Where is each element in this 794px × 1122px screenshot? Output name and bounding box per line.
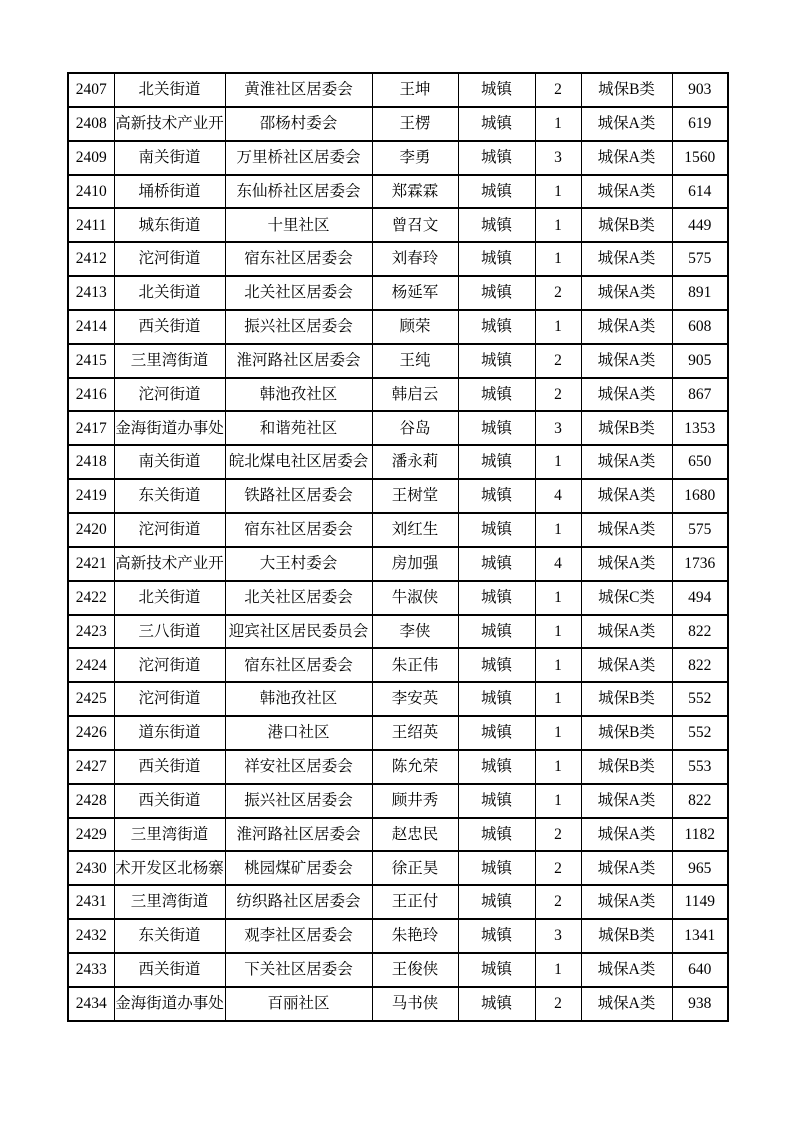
cell-person-count: 2 [535, 885, 581, 919]
cell-insurance-category: 城保B类 [581, 73, 672, 107]
cell-insurance-category: 城保A类 [581, 784, 672, 818]
cell-amount: 575 [672, 242, 728, 276]
cell-person-name: 王坤 [372, 73, 458, 107]
cell-street-office: 高新技术产业开 [114, 547, 225, 581]
cell-person-count: 1 [535, 107, 581, 141]
cell-household-type: 城镇 [458, 73, 535, 107]
cell-street-office: 西关街道 [114, 750, 225, 784]
cell-serial-number: 2429 [68, 818, 114, 852]
cell-community: 宿东社区居委会 [225, 242, 372, 276]
cell-household-type: 城镇 [458, 242, 535, 276]
cell-community: 黄淮社区居委会 [225, 73, 372, 107]
cell-community: 邵杨村委会 [225, 107, 372, 141]
cell-serial-number: 2431 [68, 885, 114, 919]
cell-person-name: 曾召文 [372, 208, 458, 242]
cell-serial-number: 2424 [68, 648, 114, 682]
cell-amount: 1680 [672, 479, 728, 513]
cell-street-office: 南关街道 [114, 141, 225, 175]
cell-amount: 608 [672, 310, 728, 344]
cell-street-office: 术开发区北杨寨 [114, 851, 225, 885]
table-row [68, 242, 728, 276]
cell-person-count: 1 [535, 445, 581, 479]
cell-street-office: 埇桥街道 [114, 175, 225, 209]
cell-serial-number: 2407 [68, 73, 114, 107]
cell-community: 振兴社区居委会 [225, 310, 372, 344]
table-row [68, 987, 728, 1021]
table-row [68, 919, 728, 953]
cell-amount: 822 [672, 648, 728, 682]
cell-insurance-category: 城保A类 [581, 648, 672, 682]
cell-serial-number: 2415 [68, 344, 114, 378]
cell-amount: 905 [672, 344, 728, 378]
cell-person-count: 1 [535, 310, 581, 344]
cell-amount: 1736 [672, 547, 728, 581]
cell-street-office: 沱河街道 [114, 242, 225, 276]
cell-household-type: 城镇 [458, 513, 535, 547]
cell-person-count: 3 [535, 919, 581, 953]
cell-household-type: 城镇 [458, 547, 535, 581]
cell-household-type: 城镇 [458, 682, 535, 716]
cell-person-name: 韩启云 [372, 378, 458, 412]
table-row [68, 208, 728, 242]
cell-street-office: 三里湾街道 [114, 885, 225, 919]
cell-amount: 575 [672, 513, 728, 547]
table-row [68, 175, 728, 209]
cell-serial-number: 2409 [68, 141, 114, 175]
cell-amount: 1182 [672, 818, 728, 852]
cell-community: 下关社区居委会 [225, 953, 372, 987]
cell-community: 和谐苑社区 [225, 411, 372, 445]
cell-person-name: 王树堂 [372, 479, 458, 513]
cell-amount: 619 [672, 107, 728, 141]
cell-community: 皖北煤电社区居委会 [225, 445, 372, 479]
cell-household-type: 城镇 [458, 784, 535, 818]
cell-household-type: 城镇 [458, 479, 535, 513]
cell-household-type: 城镇 [458, 378, 535, 412]
cell-amount: 553 [672, 750, 728, 784]
cell-community: 纺织路社区居委会 [225, 885, 372, 919]
cell-person-count: 1 [535, 208, 581, 242]
cell-insurance-category: 城保A类 [581, 310, 672, 344]
table-row [68, 581, 728, 615]
cell-street-office: 金海街道办事处 [114, 411, 225, 445]
cell-household-type: 城镇 [458, 615, 535, 649]
cell-person-name: 陈允荣 [372, 750, 458, 784]
cell-community: 宿东社区居委会 [225, 513, 372, 547]
cell-street-office: 道东街道 [114, 716, 225, 750]
cell-amount: 640 [672, 953, 728, 987]
cell-amount: 822 [672, 784, 728, 818]
cell-street-office: 南关街道 [114, 445, 225, 479]
cell-household-type: 城镇 [458, 445, 535, 479]
cell-community: 北关社区居委会 [225, 276, 372, 310]
table-row [68, 411, 728, 445]
cell-community: 桃园煤矿居委会 [225, 851, 372, 885]
cell-street-office: 东关街道 [114, 479, 225, 513]
cell-street-office: 东关街道 [114, 919, 225, 953]
cell-person-count: 4 [535, 479, 581, 513]
cell-amount: 891 [672, 276, 728, 310]
cell-person-name: 朱正伟 [372, 648, 458, 682]
cell-community: 十里社区 [225, 208, 372, 242]
benefit-table-body [68, 73, 728, 1021]
cell-amount: 867 [672, 378, 728, 412]
cell-amount: 449 [672, 208, 728, 242]
cell-street-office: 西关街道 [114, 310, 225, 344]
cell-person-name: 王俊侠 [372, 953, 458, 987]
cell-insurance-category: 城保B类 [581, 682, 672, 716]
table-row [68, 378, 728, 412]
cell-amount: 903 [672, 73, 728, 107]
cell-insurance-category: 城保A类 [581, 107, 672, 141]
cell-street-office: 北关街道 [114, 73, 225, 107]
cell-insurance-category: 城保A类 [581, 141, 672, 175]
table-row [68, 818, 728, 852]
table-row [68, 750, 728, 784]
cell-household-type: 城镇 [458, 276, 535, 310]
cell-amount: 614 [672, 175, 728, 209]
table-row [68, 784, 728, 818]
cell-person-name: 李勇 [372, 141, 458, 175]
cell-community: 迎宾社区居民委员会 [225, 615, 372, 649]
cell-community: 振兴社区居委会 [225, 784, 372, 818]
cell-person-count: 3 [535, 411, 581, 445]
cell-person-name: 王楞 [372, 107, 458, 141]
table-row [68, 107, 728, 141]
cell-person-count: 2 [535, 276, 581, 310]
cell-person-count: 1 [535, 175, 581, 209]
cell-person-name: 谷岛 [372, 411, 458, 445]
cell-serial-number: 2426 [68, 716, 114, 750]
cell-insurance-category: 城保B类 [581, 411, 672, 445]
cell-insurance-category: 城保B类 [581, 208, 672, 242]
cell-insurance-category: 城保A类 [581, 818, 672, 852]
benefit-table [67, 72, 729, 1022]
cell-household-type: 城镇 [458, 107, 535, 141]
cell-amount: 650 [672, 445, 728, 479]
cell-insurance-category: 城保A类 [581, 615, 672, 649]
cell-person-count: 1 [535, 648, 581, 682]
cell-person-name: 杨延军 [372, 276, 458, 310]
table-row [68, 615, 728, 649]
cell-community: 万里桥社区居委会 [225, 141, 372, 175]
cell-street-office: 三里湾街道 [114, 818, 225, 852]
cell-person-count: 2 [535, 818, 581, 852]
cell-serial-number: 2425 [68, 682, 114, 716]
cell-serial-number: 2414 [68, 310, 114, 344]
table-row [68, 953, 728, 987]
cell-street-office: 高新技术产业开 [114, 107, 225, 141]
cell-insurance-category: 城保A类 [581, 242, 672, 276]
table-row [68, 344, 728, 378]
cell-person-name: 顾井秀 [372, 784, 458, 818]
table-row [68, 851, 728, 885]
cell-insurance-category: 城保B类 [581, 716, 672, 750]
cell-household-type: 城镇 [458, 953, 535, 987]
cell-insurance-category: 城保C类 [581, 581, 672, 615]
cell-household-type: 城镇 [458, 648, 535, 682]
cell-person-count: 2 [535, 344, 581, 378]
cell-street-office: 沱河街道 [114, 648, 225, 682]
cell-serial-number: 2430 [68, 851, 114, 885]
cell-amount: 552 [672, 682, 728, 716]
cell-community: 东仙桥社区居委会 [225, 175, 372, 209]
cell-person-name: 李侠 [372, 615, 458, 649]
cell-insurance-category: 城保A类 [581, 445, 672, 479]
cell-person-name: 王绍英 [372, 716, 458, 750]
cell-serial-number: 2434 [68, 987, 114, 1021]
cell-street-office: 沱河街道 [114, 682, 225, 716]
cell-person-name: 刘春玲 [372, 242, 458, 276]
cell-person-count: 2 [535, 987, 581, 1021]
table-sheet [67, 72, 729, 1022]
cell-household-type: 城镇 [458, 750, 535, 784]
table-row [68, 479, 728, 513]
cell-serial-number: 2422 [68, 581, 114, 615]
cell-person-count: 1 [535, 784, 581, 818]
cell-amount: 494 [672, 581, 728, 615]
cell-person-count: 4 [535, 547, 581, 581]
cell-serial-number: 2433 [68, 953, 114, 987]
cell-amount: 1560 [672, 141, 728, 175]
cell-household-type: 城镇 [458, 987, 535, 1021]
cell-amount: 822 [672, 615, 728, 649]
cell-amount: 552 [672, 716, 728, 750]
cell-person-count: 1 [535, 750, 581, 784]
cell-serial-number: 2418 [68, 445, 114, 479]
cell-household-type: 城镇 [458, 581, 535, 615]
cell-community: 港口社区 [225, 716, 372, 750]
cell-insurance-category: 城保A类 [581, 987, 672, 1021]
cell-person-name: 马书侠 [372, 987, 458, 1021]
cell-household-type: 城镇 [458, 885, 535, 919]
cell-street-office: 北关街道 [114, 276, 225, 310]
table-row [68, 141, 728, 175]
cell-street-office: 北关街道 [114, 581, 225, 615]
table-row [68, 716, 728, 750]
cell-serial-number: 2411 [68, 208, 114, 242]
cell-person-count: 2 [535, 73, 581, 107]
cell-amount: 1353 [672, 411, 728, 445]
cell-person-name: 徐正昊 [372, 851, 458, 885]
cell-person-count: 1 [535, 513, 581, 547]
cell-serial-number: 2432 [68, 919, 114, 953]
table-row [68, 885, 728, 919]
cell-street-office: 沱河街道 [114, 513, 225, 547]
cell-person-count: 2 [535, 851, 581, 885]
cell-serial-number: 2421 [68, 547, 114, 581]
cell-household-type: 城镇 [458, 818, 535, 852]
table-row [68, 310, 728, 344]
cell-serial-number: 2419 [68, 479, 114, 513]
cell-insurance-category: 城保A类 [581, 547, 672, 581]
cell-insurance-category: 城保B类 [581, 919, 672, 953]
cell-household-type: 城镇 [458, 208, 535, 242]
cell-community: 百丽社区 [225, 987, 372, 1021]
cell-community: 祥安社区居委会 [225, 750, 372, 784]
cell-household-type: 城镇 [458, 411, 535, 445]
cell-serial-number: 2408 [68, 107, 114, 141]
cell-person-count: 2 [535, 378, 581, 412]
cell-insurance-category: 城保A类 [581, 479, 672, 513]
cell-person-name: 潘永莉 [372, 445, 458, 479]
cell-insurance-category: 城保B类 [581, 750, 672, 784]
cell-person-name: 李安英 [372, 682, 458, 716]
cell-insurance-category: 城保A类 [581, 953, 672, 987]
cell-serial-number: 2423 [68, 615, 114, 649]
cell-community: 淮河路社区居委会 [225, 818, 372, 852]
cell-community: 铁路社区居委会 [225, 479, 372, 513]
cell-person-name: 刘红生 [372, 513, 458, 547]
cell-person-name: 王正付 [372, 885, 458, 919]
cell-person-count: 1 [535, 716, 581, 750]
cell-insurance-category: 城保A类 [581, 378, 672, 412]
cell-community: 大王村委会 [225, 547, 372, 581]
cell-person-count: 1 [535, 953, 581, 987]
table-row [68, 648, 728, 682]
cell-person-name: 牛淑侠 [372, 581, 458, 615]
cell-household-type: 城镇 [458, 716, 535, 750]
cell-insurance-category: 城保A类 [581, 344, 672, 378]
cell-serial-number: 2420 [68, 513, 114, 547]
cell-amount: 1149 [672, 885, 728, 919]
cell-serial-number: 2412 [68, 242, 114, 276]
cell-street-office: 沱河街道 [114, 378, 225, 412]
cell-serial-number: 2416 [68, 378, 114, 412]
cell-community: 韩池孜社区 [225, 378, 372, 412]
cell-community: 观李社区居委会 [225, 919, 372, 953]
table-row [68, 547, 728, 581]
cell-amount: 938 [672, 987, 728, 1021]
cell-insurance-category: 城保A类 [581, 885, 672, 919]
cell-community: 淮河路社区居委会 [225, 344, 372, 378]
cell-insurance-category: 城保A类 [581, 276, 672, 310]
cell-person-count: 1 [535, 581, 581, 615]
cell-insurance-category: 城保A类 [581, 175, 672, 209]
cell-person-name: 朱艳玲 [372, 919, 458, 953]
cell-amount: 1341 [672, 919, 728, 953]
cell-household-type: 城镇 [458, 310, 535, 344]
cell-person-name: 顾荣 [372, 310, 458, 344]
cell-person-name: 王纯 [372, 344, 458, 378]
cell-serial-number: 2428 [68, 784, 114, 818]
cell-person-count: 3 [535, 141, 581, 175]
cell-street-office: 西关街道 [114, 784, 225, 818]
cell-community: 宿东社区居委会 [225, 648, 372, 682]
cell-household-type: 城镇 [458, 175, 535, 209]
cell-person-name: 郑霖霖 [372, 175, 458, 209]
cell-street-office: 三里湾街道 [114, 344, 225, 378]
cell-serial-number: 2413 [68, 276, 114, 310]
cell-street-office: 城东街道 [114, 208, 225, 242]
cell-street-office: 金海街道办事处 [114, 987, 225, 1021]
cell-street-office: 西关街道 [114, 953, 225, 987]
table-row [68, 682, 728, 716]
cell-household-type: 城镇 [458, 919, 535, 953]
cell-person-count: 1 [535, 615, 581, 649]
table-row [68, 73, 728, 107]
cell-household-type: 城镇 [458, 851, 535, 885]
cell-community: 北关社区居委会 [225, 581, 372, 615]
table-row [68, 445, 728, 479]
cell-insurance-category: 城保A类 [581, 851, 672, 885]
cell-amount: 965 [672, 851, 728, 885]
cell-serial-number: 2410 [68, 175, 114, 209]
cell-household-type: 城镇 [458, 344, 535, 378]
table-row [68, 276, 728, 310]
table-row [68, 513, 728, 547]
cell-household-type: 城镇 [458, 141, 535, 175]
cell-serial-number: 2427 [68, 750, 114, 784]
cell-person-name: 房加强 [372, 547, 458, 581]
cell-serial-number: 2417 [68, 411, 114, 445]
cell-street-office: 三八街道 [114, 615, 225, 649]
cell-person-count: 1 [535, 682, 581, 716]
cell-insurance-category: 城保A类 [581, 513, 672, 547]
cell-person-count: 1 [535, 242, 581, 276]
cell-community: 韩池孜社区 [225, 682, 372, 716]
cell-person-name: 赵忠民 [372, 818, 458, 852]
